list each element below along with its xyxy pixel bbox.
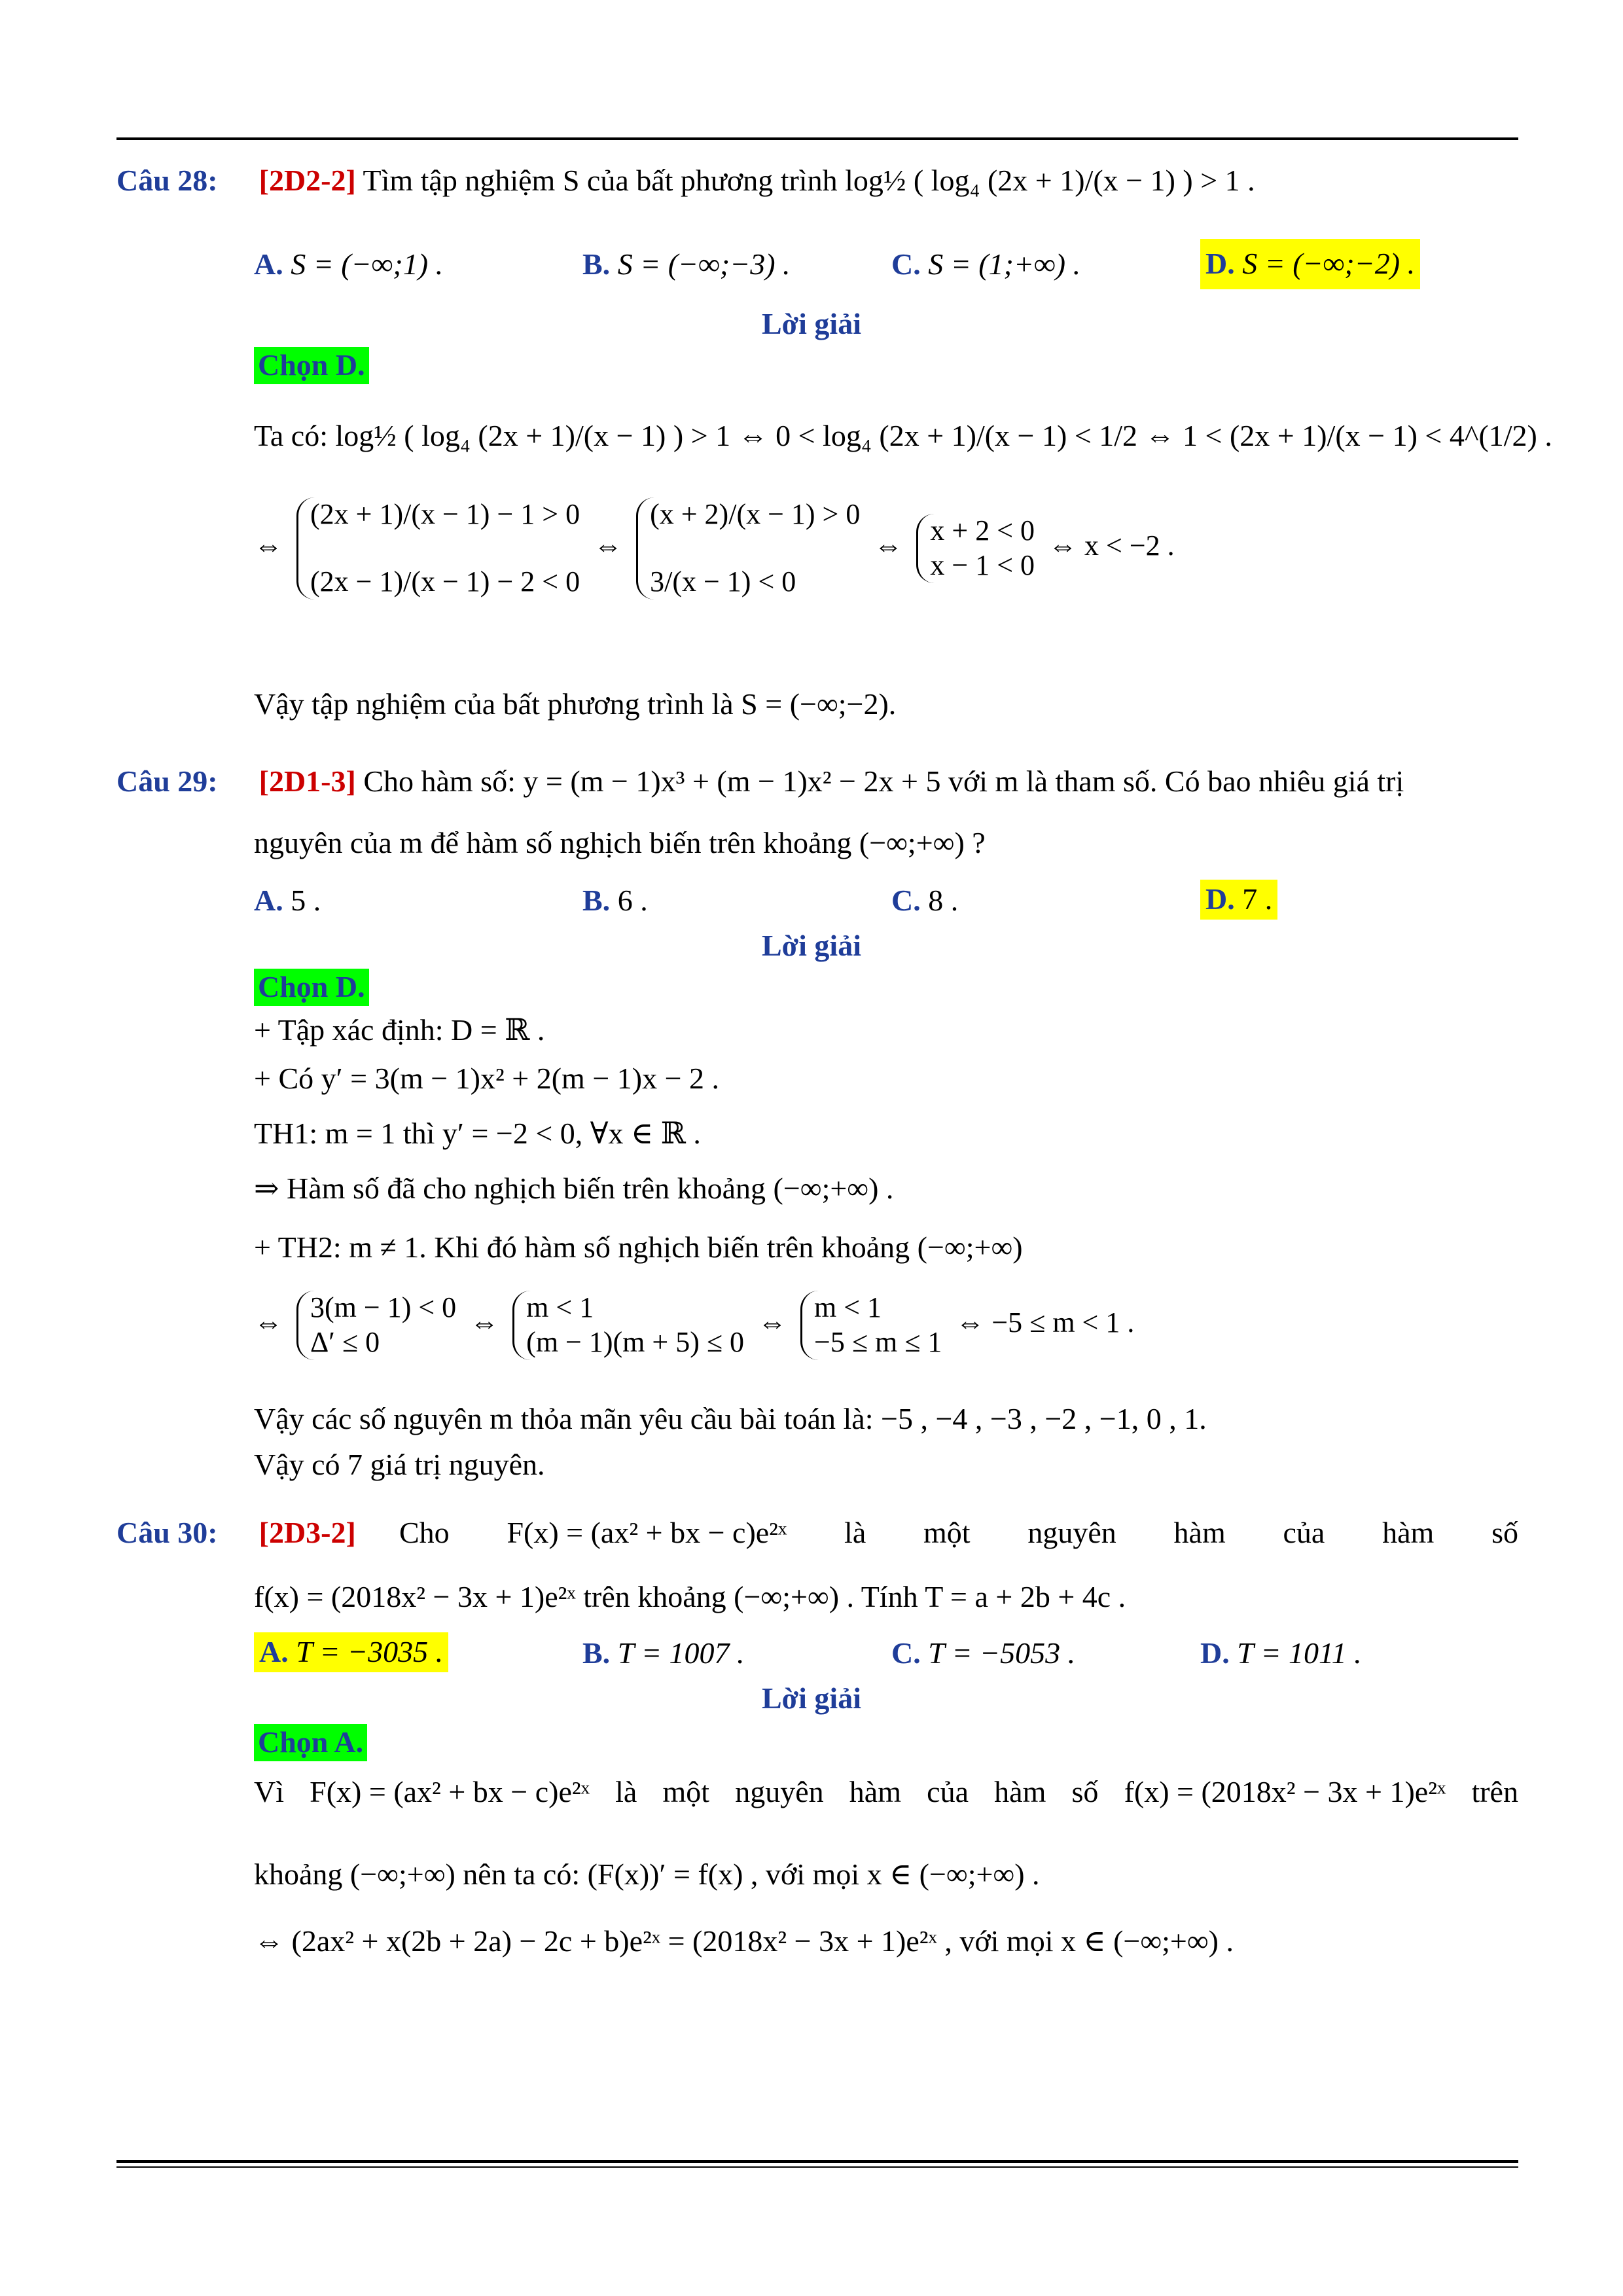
- q28-label: Câu 28:: [116, 164, 218, 197]
- top-rule: [116, 137, 1518, 140]
- q30-option-d: D. T = 1011 .: [1200, 1636, 1362, 1670]
- q29-system-1: 3(m − 1) < 0 Δ′ ≤ 0: [296, 1291, 456, 1360]
- q28-system-2: (x + 2)/(x − 1) > 0 3/(x − 1) < 0: [636, 497, 860, 600]
- q29-question-line1: Cho hàm số: y = (m − 1)x³ + (m − 1)x² − 2x + 5 với m là tham số. Có bao nhiêu giá trị: [363, 764, 1404, 798]
- q28-system-3: x + 2 < 0 x − 1 < 0: [916, 514, 1035, 583]
- q29-tag: [2D1-3]: [259, 764, 356, 798]
- q30-chosen: Chọn A.: [254, 1724, 367, 1761]
- q29-header: [116, 764, 1404, 799]
- q29-label: Câu 29:: [116, 764, 218, 798]
- q30-header: [116, 1516, 356, 1551]
- q29-option-a: A. 5 .: [254, 884, 321, 917]
- q30-question-line2: f(x) = (2018x² − 3x + 1)e²ˣ trên khoảng (−∞;+∞) . Tính T = a + 2b + 4c .: [254, 1580, 1126, 1613]
- q29-conclusion2: Vậy có 7 giá trị nguyên.: [254, 1448, 545, 1481]
- q29-option-c: C. 8 .: [891, 884, 959, 917]
- q29-line-derivative: + Có y′ = 3(m − 1)x² + 2(m − 1)x − 2 .: [254, 1062, 720, 1095]
- q30-option-c: C. T = −5053 .: [891, 1636, 1076, 1670]
- q28-result: ⇔ x < −2 .: [1048, 529, 1175, 562]
- q29-system-3: m < 1 −5 ≤ m ≤ 1: [800, 1291, 942, 1360]
- q29-systems: ⇔ 3(m − 1) < 0 Δ′ ≤ 0 ⇔ m < 1 (m − 1)(m + 5) ≤ 0 ⇔ m < 1 −5 ≤ m ≤ 1 ⇔ −5 ≤ m < 1 .: [254, 1291, 1134, 1360]
- q29-line-th1: TH1: m = 1 thì y′ = −2 < 0, ∀x ∈ ℝ .: [254, 1117, 701, 1150]
- q28-option-b: B. S = (−∞;−3) .: [582, 247, 791, 281]
- q28-chosen: Chọn D.: [254, 347, 369, 384]
- q28-option-a: A. S = (−∞;1) .: [254, 247, 444, 281]
- q29-conclusion1: Vậy các số nguyên m thỏa mãn yêu cầu bài toán là: −5 , −4 , −3 , −2 , −1, 0 , 1.: [254, 1402, 1207, 1435]
- q28-systems: ⇔ (2x + 1)/(x − 1) − 1 > 0 (2x − 1)/(x − 1) − 2 < 0 ⇔ (x + 2)/(x − 1) > 0 3/(x − 1) < 0 ⇔ x + 2 < 0 x − 1 < 0 ⇔ x < −2 .: [254, 497, 1175, 600]
- q28-option-c: C. S = (1;+∞) .: [891, 247, 1081, 281]
- q28-system-1: (2x + 1)/(x − 1) − 1 > 0 (2x − 1)/(x − 1) − 2 < 0: [296, 497, 580, 600]
- q28-tag: [2D2-2]: [259, 164, 356, 197]
- q29-question-line2: nguyên của m để hàm số nghịch biến trên khoảng (−∞;+∞) ?: [254, 826, 986, 859]
- q29-line-implies: ⇒ Hàm số đã cho nghịch biến trên khoảng (−∞;+∞) .: [254, 1172, 894, 1205]
- q30-line1: Vì F(x) = (ax² + bx − c)e²ˣ là một nguyên hàm của hàm số f(x) = (2018x² − 3x + 1)e²ˣ trên: [254, 1775, 1518, 1808]
- q30-question-line1: Cho F(x) = (ax² + bx − c)e²ˣ là một nguyên hàm của hàm số: [399, 1516, 1518, 1549]
- q29-option-d-correct: D. 7 .: [1200, 880, 1277, 920]
- bottom-rule-thick: [116, 2160, 1518, 2163]
- q30-solution-title: Lời giải: [762, 1681, 861, 1715]
- q28-conclusion: Vậy tập nghiệm của bất phương trình là S = (−∞;−2).: [254, 687, 897, 721]
- q30-line2: khoảng (−∞;+∞) nên ta có: (F(x))′ = f(x) , với mọi x ∈ (−∞;+∞) .: [254, 1857, 1040, 1891]
- q28-question: Tìm tập nghiệm S của bất phương trình log½ ( log₄ (2x + 1)/(x − 1) ) > 1 .: [363, 164, 1255, 197]
- q28-solution-title: Lời giải: [762, 307, 861, 340]
- q29-system-2: m < 1 (m − 1)(m + 5) ≤ 0: [512, 1291, 744, 1360]
- q30-line3: ⇔ (2ax² + x(2b + 2a) − 2c + b)e²ˣ = (2018x² − 3x + 1)e²ˣ , với mọi x ∈ (−∞;+∞) .: [254, 1924, 1234, 1958]
- q29-chosen: Chọn D.: [254, 969, 369, 1006]
- q29-option-b: B. 6 .: [582, 884, 648, 917]
- q28-line1: Ta có: log½ ( log₄ (2x + 1)/(x − 1) ) > 1 ⇔ 0 < log₄ (2x + 1)/(x − 1) < 1/2 ⇔ 1 < (2x + 1)/(x − 1) < 4^(1/2) .: [254, 419, 1552, 452]
- q29-line-domain: + Tập xác định: D = ℝ .: [254, 1013, 545, 1047]
- q28-option-d-correct: D. S = (−∞;−2) .: [1200, 239, 1420, 289]
- q29-line-th2: + TH2: m ≠ 1. Khi đó hàm số nghịch biến trên khoảng (−∞;+∞): [254, 1230, 1023, 1264]
- q29-solution-title: Lời giải: [762, 929, 861, 962]
- q30-option-a-correct: A. T = −3035 .: [254, 1632, 448, 1672]
- q30-tag: [2D3-2]: [259, 1516, 356, 1549]
- q28-header: [116, 164, 1255, 198]
- bottom-rule-thin: [116, 2166, 1518, 2168]
- q30-label: Câu 30:: [116, 1516, 218, 1549]
- q29-result: ⇔ −5 ≤ m < 1 .: [955, 1306, 1135, 1338]
- q30-option-b: B. T = 1007 .: [582, 1636, 745, 1670]
